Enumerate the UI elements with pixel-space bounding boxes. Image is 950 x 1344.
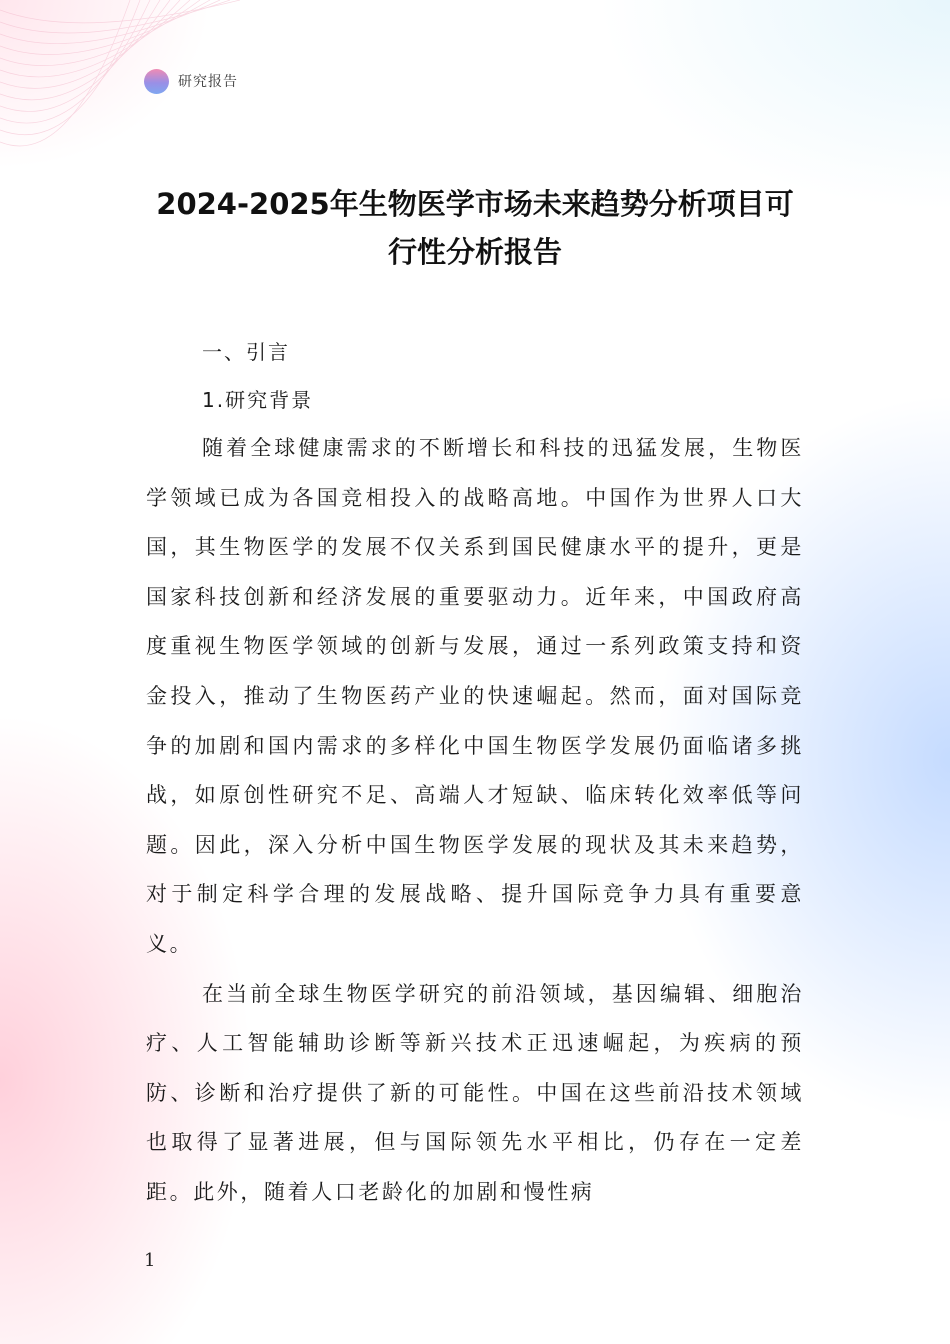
brand-text: 研究报告: [178, 74, 238, 90]
section-heading: 一、引言: [202, 340, 290, 364]
subsection-heading: 1.研究背景: [202, 388, 314, 412]
title-line-1: 2024-2025年生物医学市场未来趋势分析项目可: [156, 187, 794, 221]
body-paragraph-1: 随着全球健康需求的不断增长和科技的迅猛发展，生物医学领域已成为各国竞相投入的战略高地。中国作为世界人口大国，其生物医学的发展不仅关系到国民健康水平的提升，更是国家科技创新和经济发展的重要驱动力。近年来，中国政府高度重视生物医学领域的创新与发展，通过一系列政策支持和资金投入，推动了生物医药产业的快速崛起。然而，面对国际竞争的加剧和国内需求的多样化中国生物医学发展仍面临诸多挑战，如原创性研究不足、高端人才短缺、临床转化效率低等问题。因此，深入分析中国生物医学发展的现状及其未来趋势，对于制定科学合理的发展战略、提升国际竞争力具有重要意义。: [146, 436, 804, 956]
page-number: 1: [144, 1250, 156, 1271]
body-paragraph-2: 在当前全球生物医学研究的前沿领域，基因编辑、细胞治疗、人工智能辅助诊断等新兴技术正迅速崛起，为疾病的预防、诊断和治疗提供了新的可能性。中国在这些前沿技术领域也取得了显著进展，但与国际领先水平相比，仍存在一定差距。此外，随着人口老龄化的加剧和慢性病: [146, 981, 804, 1204]
title-line-2: 行性分析报告: [387, 235, 562, 269]
brand-logo-icon: [144, 69, 169, 94]
brand-header: [144, 68, 238, 94]
document-body: [146, 328, 804, 1218]
document-title: [145, 180, 805, 276]
decorative-corner-lines: [0, 0, 240, 200]
